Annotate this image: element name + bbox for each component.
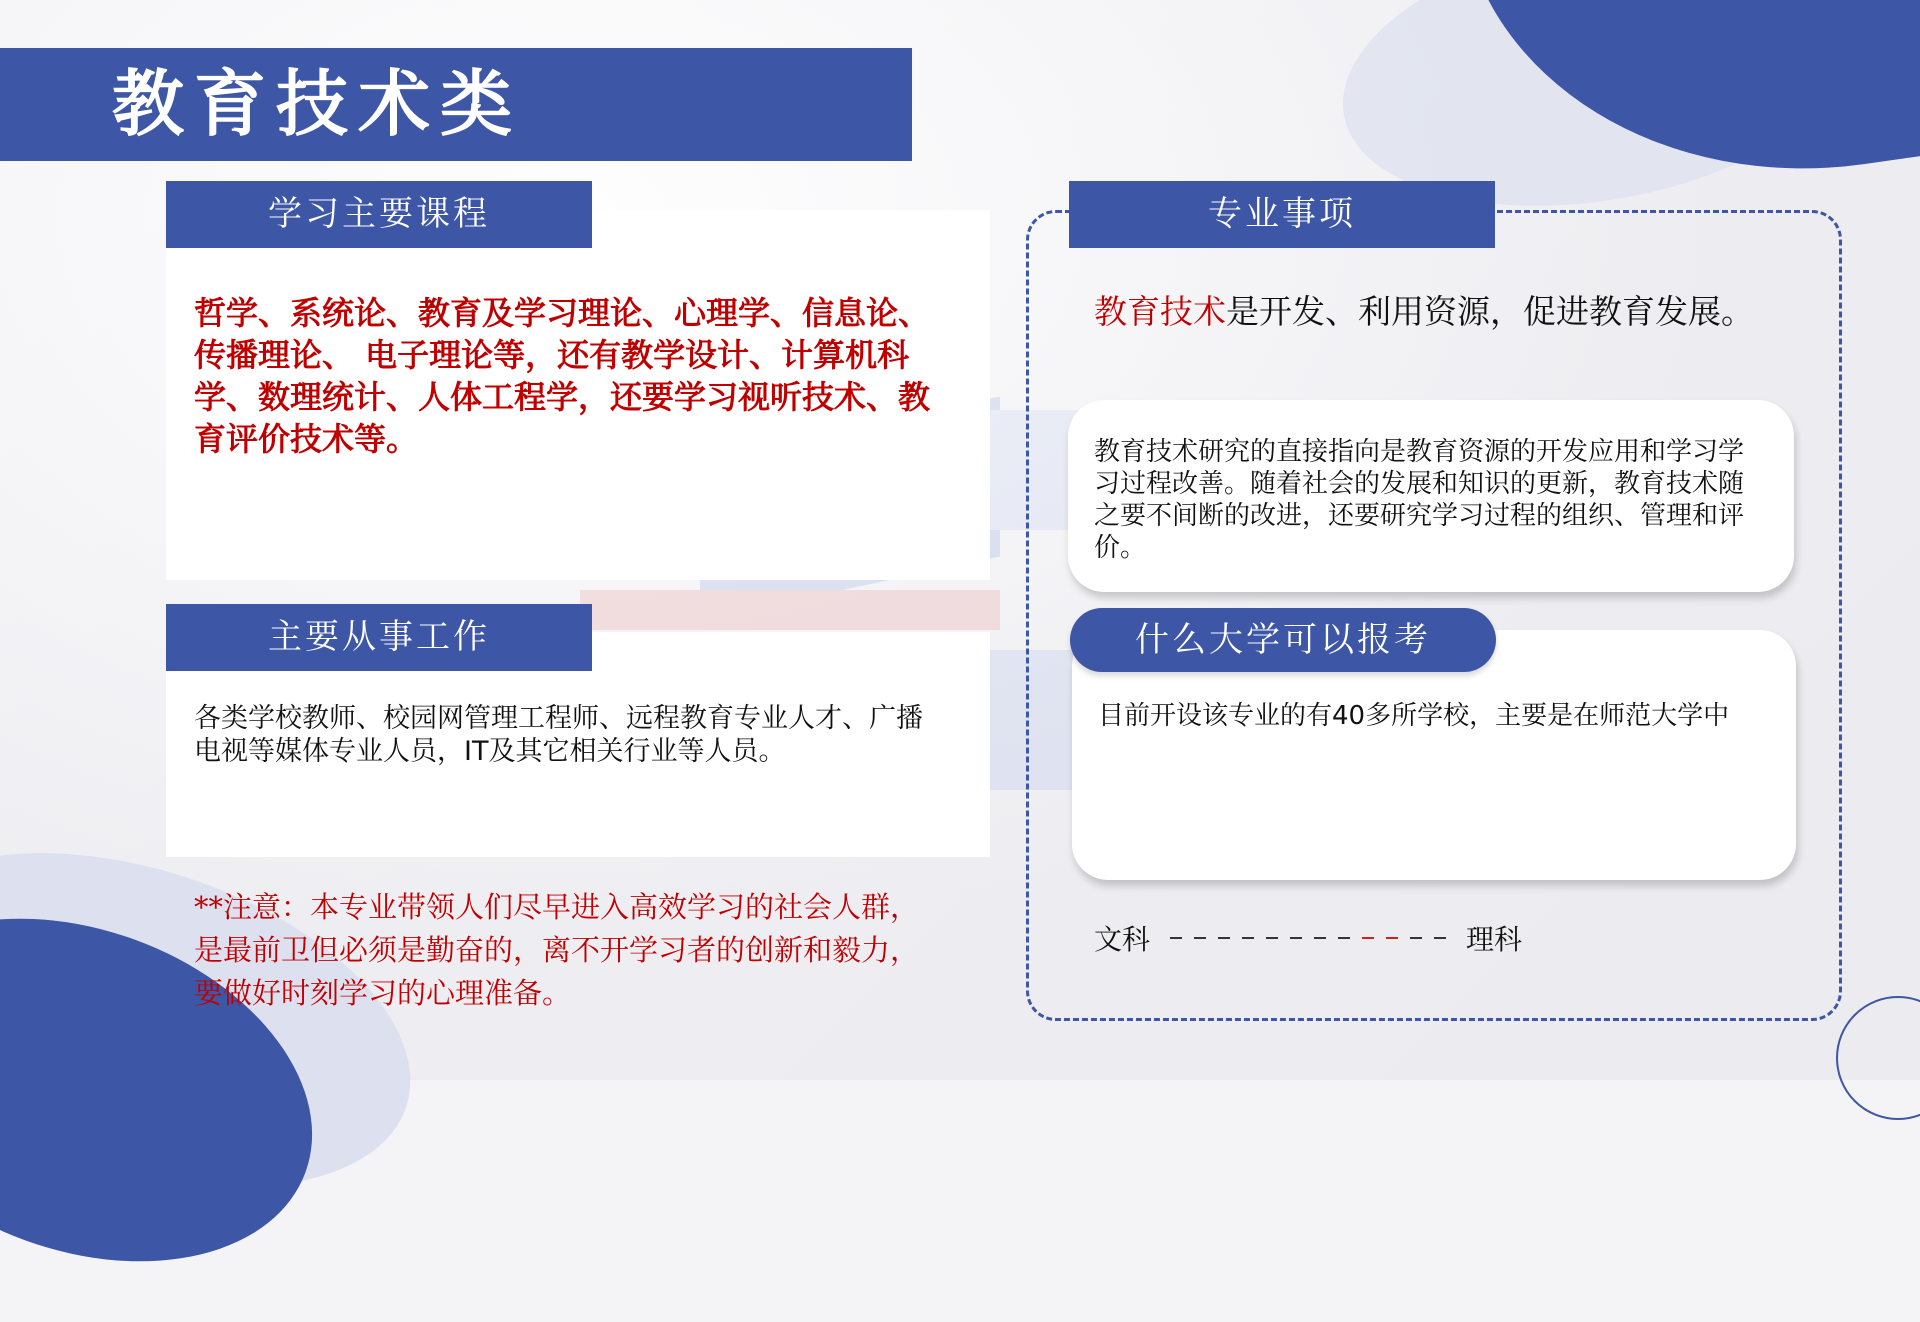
scale-dash bbox=[1242, 937, 1254, 939]
universities-tab bbox=[1070, 608, 1496, 672]
scale-dash bbox=[1386, 937, 1398, 939]
universities-content: 目前开设该专业的有40多所学校，主要是在师范大学中 bbox=[1098, 701, 1730, 731]
scale-right-label: 理科 bbox=[1466, 923, 1523, 956]
scale-dash bbox=[1362, 937, 1374, 939]
major-intro-rest: 是开发、利用资源，促进教育发展。 bbox=[1226, 292, 1754, 331]
scale-dash bbox=[1266, 937, 1278, 939]
jobs-tab bbox=[166, 604, 592, 671]
courses-content: 哲学、系统论、教育及学习理论、心理学、信息论、传播理论、 电子理论等，还有教学设计、计算机科学、数理统计、人体工程学，还要学习视听技术、教育评价技术等。 bbox=[194, 294, 931, 458]
scale-dash bbox=[1314, 937, 1326, 939]
major-tab-label: 专业事项 bbox=[1208, 194, 1356, 234]
title-banner bbox=[0, 48, 912, 161]
scale-dash bbox=[1338, 937, 1350, 939]
scale-dash bbox=[1194, 937, 1206, 939]
universities-tab-label: 什么大学可以报考 bbox=[1135, 620, 1431, 660]
notice-text: **注意：本专业带领人们尽早进入高效学习的社会人群，是最前卫但必须是勤奋的，离不开学习者的创新和毅力，要做好时刻学习的心理准备。 bbox=[194, 890, 920, 1010]
scale-dash bbox=[1170, 937, 1182, 939]
scale-left-label: 文科 bbox=[1094, 923, 1151, 956]
major-description-card bbox=[1068, 400, 1794, 592]
page-title: 教育技术类 bbox=[112, 62, 523, 146]
scale-dash bbox=[1410, 937, 1422, 939]
jobs-tab-label: 主要从事工作 bbox=[268, 617, 490, 657]
major-description: 教育技术研究的直接指向是教育资源的开发应用和学习学习过程改善。随着社会的发展和知识的更新，教育技术随之要不间断的改进，还要研究学习过程的组织、管理和评价。 bbox=[1094, 437, 1745, 563]
major-tab bbox=[1069, 181, 1495, 248]
jobs-content: 各类学校教师、校园网管理工程师、远程教育专业人才、广播电视等媒体专业人员，IT及其它相关行业等人员。 bbox=[194, 703, 923, 767]
major-intro bbox=[1094, 290, 1774, 333]
scale-dash bbox=[1218, 937, 1230, 939]
courses-tab bbox=[166, 181, 592, 248]
scale-dashes bbox=[1164, 937, 1452, 939]
arts-science-scale bbox=[1094, 918, 1522, 958]
scale-dash bbox=[1290, 937, 1302, 939]
major-intro-highlight: 教育技术 bbox=[1094, 292, 1226, 331]
scale-dash bbox=[1434, 937, 1446, 939]
courses-tab-label: 学习主要课程 bbox=[268, 194, 490, 234]
